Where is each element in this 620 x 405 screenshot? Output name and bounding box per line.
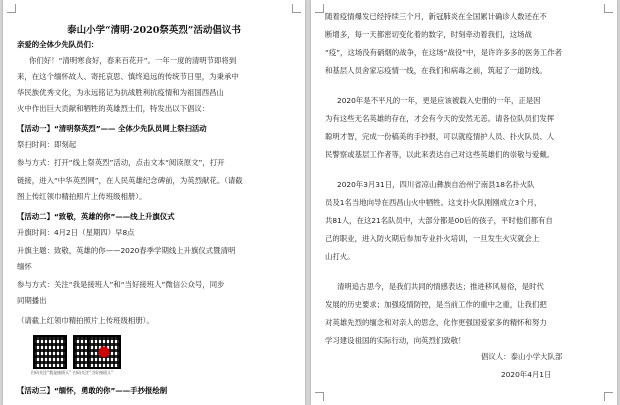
crop-mark xyxy=(604,392,613,401)
document-page-right xyxy=(311,0,617,405)
paragraph-line: 山打火。 xyxy=(325,252,355,261)
greeting: 亲爱的全体少先队员们： xyxy=(17,40,99,49)
paragraph-line: 为有这些无名英雄的存在，才会有今天的安然无恙。请各位队员们发挥 xyxy=(325,114,555,123)
paragraph-line: 缅怀 xyxy=(17,262,32,271)
document-page-left xyxy=(3,0,305,405)
paragraph-line: 2020年是不平凡的一年，更是应该被载入史册的一年，正是因 xyxy=(337,96,541,105)
paragraph-line: 升旗主题：致敬，英雄的你——2020春季学期线上升旗仪式暨清明 xyxy=(17,246,236,255)
paragraph-line: 断增多，每一天都密切变化着的数字，时刻牵动着我们，这场战 xyxy=(325,30,532,39)
signature: 倡议人：泰山小学大队部 xyxy=(481,352,563,361)
paragraph-line: 祭扫时间：即刻起 xyxy=(17,140,77,149)
paragraph-line: 民警察或基层工作者等，以此来表达自己对这些英雄们的崇敬与爱戴。 xyxy=(325,150,555,159)
document-title: 泰山小学“清明·2020祭英烈”活动倡议书 xyxy=(67,25,241,36)
document-date: 2020年4月1日 xyxy=(501,370,552,379)
paragraph-line: “疫”，这场没有硝烟的战争，在这场“战役”中，是许许多多的医务工作者 xyxy=(325,48,563,57)
qr-caption: 扫码关注“我是接班人” xyxy=(31,370,72,375)
crop-mark xyxy=(315,392,324,401)
paragraph-line: 学习建设祖国的实际行动，向英烈们致敬！ xyxy=(325,336,466,345)
paragraph-line: 共81人，在这21名队员中，大部分都是00后的孩子，平时他们都有自 xyxy=(325,216,553,225)
paragraph-line: 对英雄先烈的缅念和对亲人的思念，化作更强国爱家多的精怀和努力 xyxy=(325,318,547,327)
paragraph-line: 2020年3月31日，四川省凉山彝族自治州宁南县18名扑火队 xyxy=(337,180,535,189)
activity-1-heading: 【活动一】“清明祭英烈”—— 全体少先队员网上祭扫活动 xyxy=(17,124,207,133)
crop-mark xyxy=(7,4,16,13)
paragraph-line: 聪明才智，完成一份稿美的手抄报，可以就疫情护人员、扑火队员、人 xyxy=(325,132,555,141)
paragraph-line: 同期播出 xyxy=(17,296,47,305)
paragraph-line: 参与方式：打开“线上祭英烈”活动，点击文本“阅读原文”，打开 xyxy=(17,158,225,167)
paragraph-line: 己的职业，进入防火期后参加专业扑火培训，一旦发生火灾就会上 xyxy=(325,234,540,243)
crop-mark xyxy=(292,4,301,13)
paragraph-line: 图上传红领巾精拍照片上传班级相册）。 xyxy=(17,192,147,201)
qr-caption: 扫码关注“当好接班人” xyxy=(73,370,114,375)
activity-3-heading: 【活动三】“缅怀，勇敢的你”——手抄报绘制 xyxy=(17,386,168,395)
activity-2-heading: 【活动二】“致敬，英雄的你”——线上升旗仪式 xyxy=(17,212,175,221)
qr-code-wechat-3 xyxy=(87,335,121,369)
note-line: （请截上红领巾精拍照片上传班级相册）。 xyxy=(17,316,154,325)
paragraph-line: 来，在这个缅怀故人、寄托哀思、慎终追远的传统节日里，为秉承中 xyxy=(17,72,239,81)
paragraph-line: 火中作出巨大贡献和牺牲的英雄烈士们，特发出以下倡议： xyxy=(17,104,210,113)
paragraph-line: 清明追古思今，是我们共同的情感表达；推进移风易俗，是时代 xyxy=(337,282,544,291)
paragraph-line: 随着疫情爆发已经持续三个月，新冠肺炎在全国累计确诊人数还在不 xyxy=(325,12,547,21)
qr-code-wechat-1 xyxy=(33,335,67,369)
paragraph-line: 发展的历史要求；加强疫情防控，是当前工作的重中之重，让我们把 xyxy=(325,300,547,309)
paragraph-line: 员及1名当地向导在西昌山火中牺牲。这支扑火队刚刚成立3个月， xyxy=(325,198,542,207)
paragraph-line: 华民族优秀文化，为永远铭记为抗战胜利抗疫情和为祖国西昌山 xyxy=(17,88,224,97)
crop-mark xyxy=(315,4,324,13)
paragraph-line: 参与方式：关注“我是接班人”和“当好接班人”微信公众号，同步 xyxy=(17,280,225,289)
paragraph-line: 和基层人员舍家忘疫情一线，在我们和病毒之前，筑起了一道防线。 xyxy=(325,66,547,75)
paragraph-line: 链接，进入“中华英烈网”，在人民英雄纪念碑前，为英烈献花。（请截 xyxy=(17,176,243,185)
paragraph-line: 升旗时间：4月2日（星期四）早8点 xyxy=(17,228,135,237)
paragraph-line: 你们好！“清明寒食好，春来百花开”。一年一度的清明节即将到 xyxy=(29,56,237,65)
